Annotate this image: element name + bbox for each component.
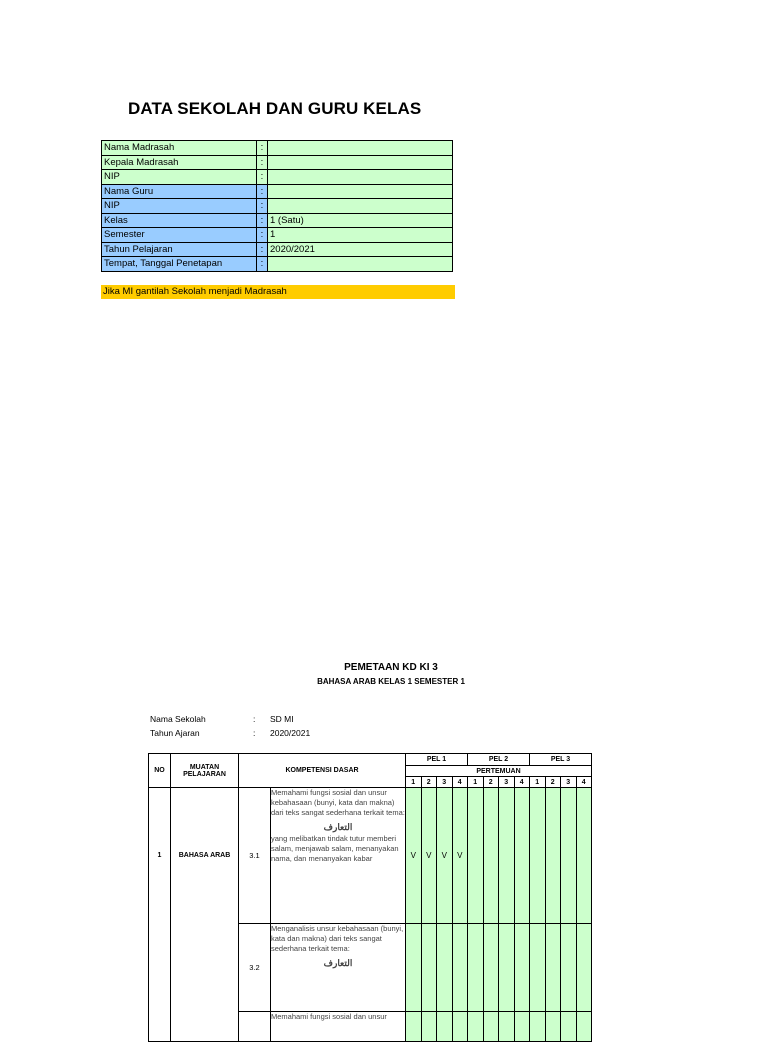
info-separator: : [257,170,268,185]
info-label: Tahun Pelajaran [102,242,257,257]
kd-text: Memahami fungsi sosial dan unsur [271,1012,387,1021]
kd-description [271,924,406,1012]
info-value: 1 (Satu) [268,213,453,228]
meeting-check-cell [545,1012,561,1042]
info-label: Nama Madrasah [102,141,257,156]
meeting-check-cell [576,788,592,924]
meeting-check-cell [468,788,484,924]
meeting-check-cell [561,924,577,1012]
kd-description [271,788,406,924]
info-value [268,155,453,170]
info-value [268,141,453,156]
meeting-number: 1 [406,777,422,788]
info-value [268,257,453,272]
info-label: Kelas [102,213,257,228]
info-row [102,213,453,228]
info-separator: : [257,242,268,257]
meeting-check-cell: V [452,788,468,924]
meeting-check-cell [468,1012,484,1042]
table-row [149,788,592,924]
section-subtitle: BAHASA ARAB KELAS 1 SEMESTER 1 [317,677,465,686]
info-value: 1 [268,228,453,243]
meeting-check-cell [483,788,499,924]
meta-label: Nama Sekolah [150,714,206,724]
meeting-number: 2 [545,777,561,788]
meeting-number: 1 [468,777,484,788]
meeting-number: 3 [561,777,577,788]
info-row [102,184,453,199]
info-separator: : [257,155,268,170]
meeting-check-cell [421,924,437,1012]
meeting-check-cell [406,924,422,1012]
meeting-check-cell [545,788,561,924]
meeting-check-cell [421,1012,437,1042]
info-label: Tempat, Tanggal Penetapan [102,257,257,272]
info-value [268,184,453,199]
meeting-check-cell [561,1012,577,1042]
info-separator: : [257,257,268,272]
info-row [102,242,453,257]
info-separator: : [257,199,268,214]
meeting-number: 4 [576,777,592,788]
info-label: Kepala Madrasah [102,155,257,170]
row-number: 1 [149,788,171,1042]
meta-separator: : [253,728,256,738]
info-label: Semester [102,228,257,243]
meeting-check-cell: V [421,788,437,924]
info-row [102,199,453,214]
section-title: PEMETAAN KD KI 3 [344,662,438,673]
header-pel: PEL 2 [468,754,530,766]
meeting-check-cell [437,924,453,1012]
meeting-check-cell [452,924,468,1012]
meeting-check-cell [576,924,592,1012]
meeting-number: 3 [499,777,515,788]
meeting-check-cell: V [406,788,422,924]
info-row [102,228,453,243]
meeting-check-cell [483,924,499,1012]
kd-number [239,1012,271,1042]
meeting-check-cell [483,1012,499,1042]
meeting-check-cell [499,1012,515,1042]
header-muatan: MUATAN PELAJARAN [171,754,239,788]
meeting-number: 2 [421,777,437,788]
info-row [102,141,453,156]
meta-value: 2020/2021 [270,728,311,738]
meeting-number: 2 [483,777,499,788]
meeting-check-cell [561,788,577,924]
kd-number: 3.2 [239,924,271,1012]
info-separator: : [257,213,268,228]
note-banner: Jika MI gantilah Sekolah menjadi Madrasah [101,285,455,299]
info-value [268,170,453,185]
header-kd: KOMPETENSI DASAR [239,754,406,788]
header-pertemuan: PERTEMUAN [406,766,592,777]
meeting-check-cell [514,924,530,1012]
info-label: Nama Guru [102,184,257,199]
info-value: 2020/2021 [268,242,453,257]
meeting-check-cell [530,1012,546,1042]
meeting-check-cell [499,788,515,924]
kd-number: 3.1 [239,788,271,924]
meeting-check-cell [514,788,530,924]
meeting-check-cell [406,1012,422,1042]
meeting-check-cell [576,1012,592,1042]
kd-arabic-theme: التعارف [323,958,353,968]
info-label: NIP [102,170,257,185]
kd-mapping-table [148,753,592,1042]
info-separator: : [257,141,268,156]
kd-text: yang melibatkan tindak tutur memberi salam, menjawab salam, menanyakan nama, dan menanyakan kabar [271,834,399,863]
kd-description [271,1012,406,1042]
info-label: NIP [102,199,257,214]
meeting-number: 4 [452,777,468,788]
kd-arabic-theme: التعارف [323,822,353,832]
meeting-number: 4 [514,777,530,788]
header-pel: PEL 3 [530,754,592,766]
meeting-check-cell [499,924,515,1012]
meta-value: SD MI [270,714,294,724]
meeting-check-cell: V [437,788,453,924]
muatan-pelajaran: BAHASA ARAB [171,788,239,1042]
info-separator: : [257,184,268,199]
meeting-check-cell [437,1012,453,1042]
header-pel: PEL 1 [406,754,468,766]
info-row [102,257,453,272]
info-row [102,155,453,170]
page-title: DATA SEKOLAH DAN GURU KELAS [128,99,422,118]
meeting-check-cell [468,924,484,1012]
meta-separator: : [253,714,256,724]
meeting-check-cell [530,788,546,924]
kd-text: Menganalisis unsur kebahasaan (bunyi, kata dan makna) dari teks sangat sederhana terkait tema: [271,924,404,953]
header-no: NO [149,754,171,788]
info-separator: : [257,228,268,243]
meeting-check-cell [452,1012,468,1042]
meeting-number: 3 [437,777,453,788]
info-row [102,170,453,185]
meeting-check-cell [514,1012,530,1042]
meta-label: Tahun Ajaran [150,728,200,738]
info-value [268,199,453,214]
meeting-number: 1 [530,777,546,788]
school-info-table [101,140,453,272]
meeting-check-cell [545,924,561,1012]
meeting-check-cell [530,924,546,1012]
kd-text: Memahami fungsi sosial dan unsur kebahasaan (bunyi, kata dan makna) dari teks sangat sederhana terkait tema: [271,788,405,817]
